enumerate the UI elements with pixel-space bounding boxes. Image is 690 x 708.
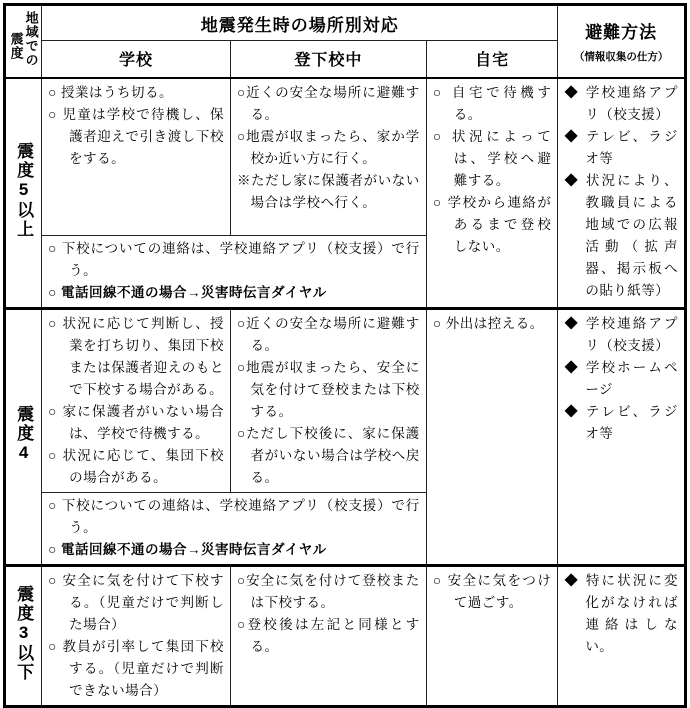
list-item: ○ 学校から連絡があるまで登校しない。 — [432, 194, 552, 254]
header-region-intensity-line2: 震度 — [8, 31, 24, 60]
header-commute: 登下校中 — [230, 41, 426, 78]
cell-school-intensity3 — [42, 566, 231, 707]
row-label-intensity-3below — [5, 566, 42, 707]
list-item: ○ 児童は学校で待機し、保護者迎えで引き渡し下校をする。 — [48, 106, 224, 166]
list-item: ○ 状況によっては、学校へ避難する。 — [432, 128, 552, 188]
evacuation-method-subtitle: （情報収集の仕方） — [573, 51, 669, 64]
cell-home-intensity4 — [426, 309, 558, 566]
list-item: ○ 授業はうち切る。 — [48, 84, 174, 100]
evacuation-method-title: 避難方法 — [585, 23, 658, 43]
list-item: ○ 電話回線不通の場合→災害時伝言ダイヤル — [48, 542, 327, 557]
list-item: ◆ テレビ、ラジオ等 — [564, 128, 678, 166]
row-label-intensity-4-text: 震度4 — [14, 405, 34, 464]
list-item: ◆ 学校連絡アプリ（校支援） — [564, 316, 678, 353]
header-region-intensity-line1: 地域での — [23, 10, 39, 67]
row-intensity3-main — [5, 566, 686, 707]
list-item: ○ 下校についての連絡は、学校連絡アプリ（校支援）で行う。 — [48, 241, 420, 278]
cell-commute-intensity4 — [230, 309, 426, 493]
header-region-intensity-label — [9, 11, 39, 67]
row-label-intensity-5plus-text: 震度5以上 — [14, 141, 34, 239]
list-item: ○ 教員が引率して集団下校する。（児童だけで判断できない場合） — [48, 639, 224, 698]
list-item: ○ 外出は控える。 — [432, 316, 544, 331]
list-item: ○ 安全に気をつけて過ごす。 — [432, 573, 552, 610]
list-item: ○ 下校についての連絡は、学校連絡アプリ（校支援）で行う。 — [48, 498, 420, 535]
row-label-intensity-5plus — [5, 78, 42, 309]
row-intensity4-main — [5, 309, 686, 493]
list-item: ○ 安全に気を付けて下校する。（児童だけで判断した場合） — [48, 573, 224, 632]
cell-evacuation-intensity5 — [558, 78, 686, 309]
list-item: ○近くの安全な場所に避難する。 — [236, 316, 420, 353]
list-item: ○ 自宅で待機する。 — [432, 84, 552, 122]
header-row-1 — [5, 5, 686, 41]
header-home: 自宅 — [426, 41, 558, 78]
cell-home-intensity5 — [426, 78, 558, 309]
header-location-response-title: 地震発生時の場所別対応 — [42, 5, 558, 41]
list-item: ○ 家に保護者がいない場合は、学校で待機する。 — [48, 404, 224, 441]
header-region-intensity — [5, 5, 42, 78]
list-item: ○ 状況に応じて、集団下校の場合がある。 — [48, 448, 224, 485]
list-item: ○近くの安全な場所に避難する。 — [236, 84, 420, 122]
header-evacuation-method — [558, 5, 686, 78]
list-item: ※ただし家に保護者がいない場合は学校へ行く。 — [236, 172, 420, 210]
row-label-intensity-3below-text: 震度3以下 — [14, 585, 34, 682]
list-item: ◆ テレビ、ラジオ等 — [564, 404, 678, 441]
list-item: ◆ 特に状況に変化がなければ連絡はしない。 — [564, 573, 678, 654]
list-item: ○安全に気を付けて登校または下校する。 — [236, 573, 420, 610]
cell-school-intensity5 — [42, 78, 231, 236]
list-item: ○ 電話回線不通の場合→災害時伝言ダイヤル — [48, 285, 327, 300]
row-label-intensity-4 — [5, 309, 42, 566]
cell-note-intensity5 — [42, 236, 427, 309]
cell-home-intensity3 — [426, 566, 558, 707]
cell-school-intensity4 — [42, 309, 231, 493]
cell-commute-intensity5 — [230, 78, 426, 236]
list-item: ○地震が収まったら、安全に気を付けて登校または下校する。 — [236, 360, 420, 419]
list-item: ○ただし下校後に、家に保護者がいない場合は学校へ戻る。 — [236, 426, 420, 485]
list-item: ○登校後は左記と同様とする。 — [236, 617, 420, 654]
cell-evacuation-intensity3 — [558, 566, 686, 707]
cell-commute-intensity3 — [230, 566, 426, 707]
list-item: ○地震が収まったら、家か学校か近い方に行く。 — [236, 128, 420, 166]
list-item: ○ 状況に応じて判断し、授業を打ち切り、集団下校または保護者迎えのもとで下校する場合がある。 — [48, 316, 224, 397]
row-intensity5-main — [5, 78, 686, 236]
cell-note-intensity4 — [42, 493, 427, 566]
list-item: ◆ 状況により、教職員による地域での広報活動（拡声器、掲示板への貼り紙等） — [564, 172, 678, 298]
header-school: 学校 — [42, 41, 231, 78]
list-item: ◆ 学校連絡アプリ（校支援） — [564, 84, 678, 122]
earthquake-response-table — [3, 3, 687, 708]
list-item: ◆ 学校ホームページ — [564, 360, 678, 397]
cell-evacuation-intensity4 — [558, 309, 686, 566]
